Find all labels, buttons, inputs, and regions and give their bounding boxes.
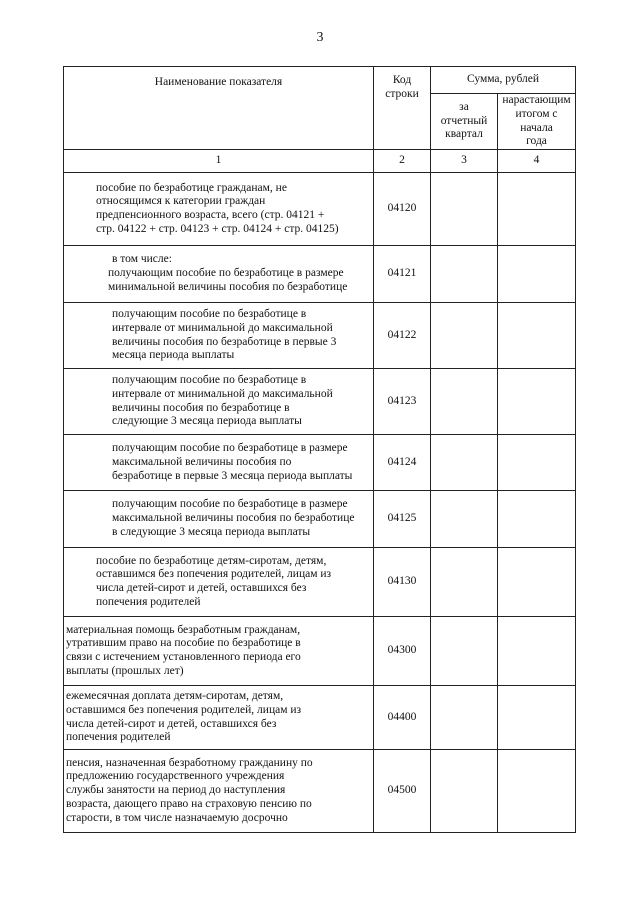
indicator-line: старости, в том числе назначаемую досрочно [66, 811, 288, 824]
indicator-line: службы занятости на период до наступления [66, 784, 286, 797]
indicator-line: стр. 04122 + стр. 04123 + стр. 04124 + стр. 04125) [96, 222, 339, 235]
indicator-name [64, 303, 374, 369]
row-code: 04300 [374, 617, 431, 686]
column-number: 4 [498, 150, 576, 173]
indicator-name [64, 750, 374, 833]
indicator-name [64, 548, 374, 617]
indicator-line: величины пособия по безработице в [112, 401, 290, 414]
indicator-name [64, 435, 374, 491]
indicator-name [64, 686, 374, 750]
row-code: 04125 [374, 491, 431, 548]
table-row [64, 246, 576, 303]
indicator-line: следующие 3 месяца периода выплаты [112, 415, 302, 428]
column-number: 3 [431, 150, 498, 173]
row-code: 04400 [374, 686, 431, 750]
indicator-line: оставшимся без попечения родителей, лицам из [66, 703, 302, 716]
indicator-line: связи с истечением установленного периода его [66, 651, 301, 664]
indicator-line: пособие по безработице гражданам, не [96, 181, 287, 194]
quarter-value-cell[interactable] [431, 686, 498, 750]
indicator-line: попечения родителей [96, 595, 201, 608]
cumulative-value-cell[interactable] [498, 491, 576, 548]
table-row [64, 686, 576, 750]
header-indicator-name: Наименование показателя [64, 67, 374, 150]
indicator-name [64, 173, 374, 246]
table-row [64, 617, 576, 686]
indicator-line: относящимся к категории граждан [96, 195, 266, 208]
cumulative-value-cell[interactable] [498, 435, 576, 491]
header-sum: Сумма, рублей [431, 67, 576, 94]
page-number: 3 [316, 30, 324, 45]
column-number: 2 [374, 150, 431, 173]
header-cumulative [498, 94, 576, 150]
indicator-line: попечения родителей [66, 731, 171, 744]
header-code-line1: Код [392, 74, 412, 86]
header-row-code [374, 67, 431, 150]
table-row [64, 435, 576, 491]
cumulative-value-cell[interactable] [498, 303, 576, 369]
cumulative-value-cell[interactable] [498, 173, 576, 246]
indicator-line: ежемесячная доплата детям-сиротам, детям, [66, 690, 284, 703]
row-code: 04121 [374, 246, 431, 303]
quarter-value-cell[interactable] [431, 173, 498, 246]
row-code: 04124 [374, 435, 431, 491]
cumulative-value-cell[interactable] [498, 246, 576, 303]
quarter-value-cell[interactable] [431, 491, 498, 548]
header-cumulative-line3: года [526, 135, 547, 148]
row-code: 04500 [374, 750, 431, 833]
indicator-line: месяца периода выплаты [112, 349, 235, 362]
cumulative-value-cell[interactable] [498, 548, 576, 617]
quarter-value-cell[interactable] [431, 750, 498, 833]
indicator-name [64, 617, 374, 686]
header-quarter-line1: за [459, 100, 469, 113]
row-code: 04130 [374, 548, 431, 617]
header-cumulative-line1: нарастающим [502, 94, 571, 106]
report-table [63, 66, 576, 833]
indicator-line: максимальной величины пособия по [112, 455, 292, 468]
indicator-line: утратившим право на пособие по безработице в [66, 637, 301, 650]
indicator-line: выплаты (прошлых лет) [66, 664, 184, 677]
quarter-value-cell[interactable] [431, 617, 498, 686]
indicator-line: числа детей-сирот и детей, оставшихся без [66, 717, 277, 730]
indicator-line: безработице в первые 3 месяца периода выплаты [112, 469, 353, 482]
header-quarter [431, 94, 498, 150]
table-row [64, 173, 576, 246]
cumulative-value-cell[interactable] [498, 750, 576, 833]
indicator-intro: в том числе: [112, 253, 172, 266]
row-code: 04122 [374, 303, 431, 369]
indicator-line: интервале от минимальной до максимальной [112, 387, 333, 400]
cumulative-value-cell[interactable] [498, 369, 576, 435]
indicator-line: получающим пособие по безработице в [112, 308, 307, 321]
indicator-line: получающим пособие по безработице в размере [112, 498, 348, 511]
indicator-line: величины пособия по безработице в первые 3 [112, 335, 337, 348]
indicator-line: оставшимся без попечения родителей, лицам из [96, 568, 332, 581]
indicator-name [64, 246, 374, 303]
header-quarter-line3: квартал [445, 128, 483, 141]
quarter-value-cell[interactable] [431, 435, 498, 491]
row-code: 04120 [374, 173, 431, 246]
table-row [64, 750, 576, 833]
indicator-line: числа детей-сирот и детей, оставшихся без [96, 582, 307, 595]
indicator-line: получающим пособие по безработице в [112, 374, 307, 387]
indicator-line: предложению государственного учреждения [66, 770, 285, 783]
indicator-name [64, 369, 374, 435]
quarter-value-cell[interactable] [431, 303, 498, 369]
cumulative-value-cell[interactable] [498, 617, 576, 686]
indicator-line: материальная помощь безработным гражданам, [66, 623, 301, 636]
header-code-line2: строки [385, 87, 419, 100]
indicator-line: пособие по безработице детям-сиротам, детям, [96, 554, 327, 567]
row-code: 04123 [374, 369, 431, 435]
indicator-line: в следующие 3 месяца периода выплаты [112, 526, 311, 539]
header-quarter-line2: отчетный [440, 114, 488, 127]
cumulative-value-cell[interactable] [498, 686, 576, 750]
table-row [64, 491, 576, 548]
indicator-name [64, 491, 374, 548]
indicator-line: пенсия, назначенная безработному гражданину по [66, 756, 313, 769]
indicator-line: предпенсионного возраста, всего (стр. 04121 + [96, 209, 325, 222]
column-number: 1 [64, 150, 374, 173]
indicator-line: получающим пособие по безработице в размере [112, 441, 348, 454]
quarter-value-cell[interactable] [431, 246, 498, 303]
column-number-row [64, 150, 576, 173]
table-row [64, 303, 576, 369]
quarter-value-cell[interactable] [431, 548, 498, 617]
indicator-line: максимальной величины пособия по безработице [112, 512, 355, 525]
header-cumulative-line2: итогом с начала [515, 107, 558, 134]
indicator-line: возраста, дающего право на страховую пенсию по [66, 798, 312, 811]
table-row [64, 548, 576, 617]
indicator-line: получающим пособие по безработице в размере [108, 267, 344, 280]
indicator-line: интервале от минимальной до максимальной [112, 321, 333, 334]
indicator-line: минимальной величины пособия по безработице [108, 281, 348, 294]
quarter-value-cell[interactable] [431, 369, 498, 435]
table-row [64, 369, 576, 435]
